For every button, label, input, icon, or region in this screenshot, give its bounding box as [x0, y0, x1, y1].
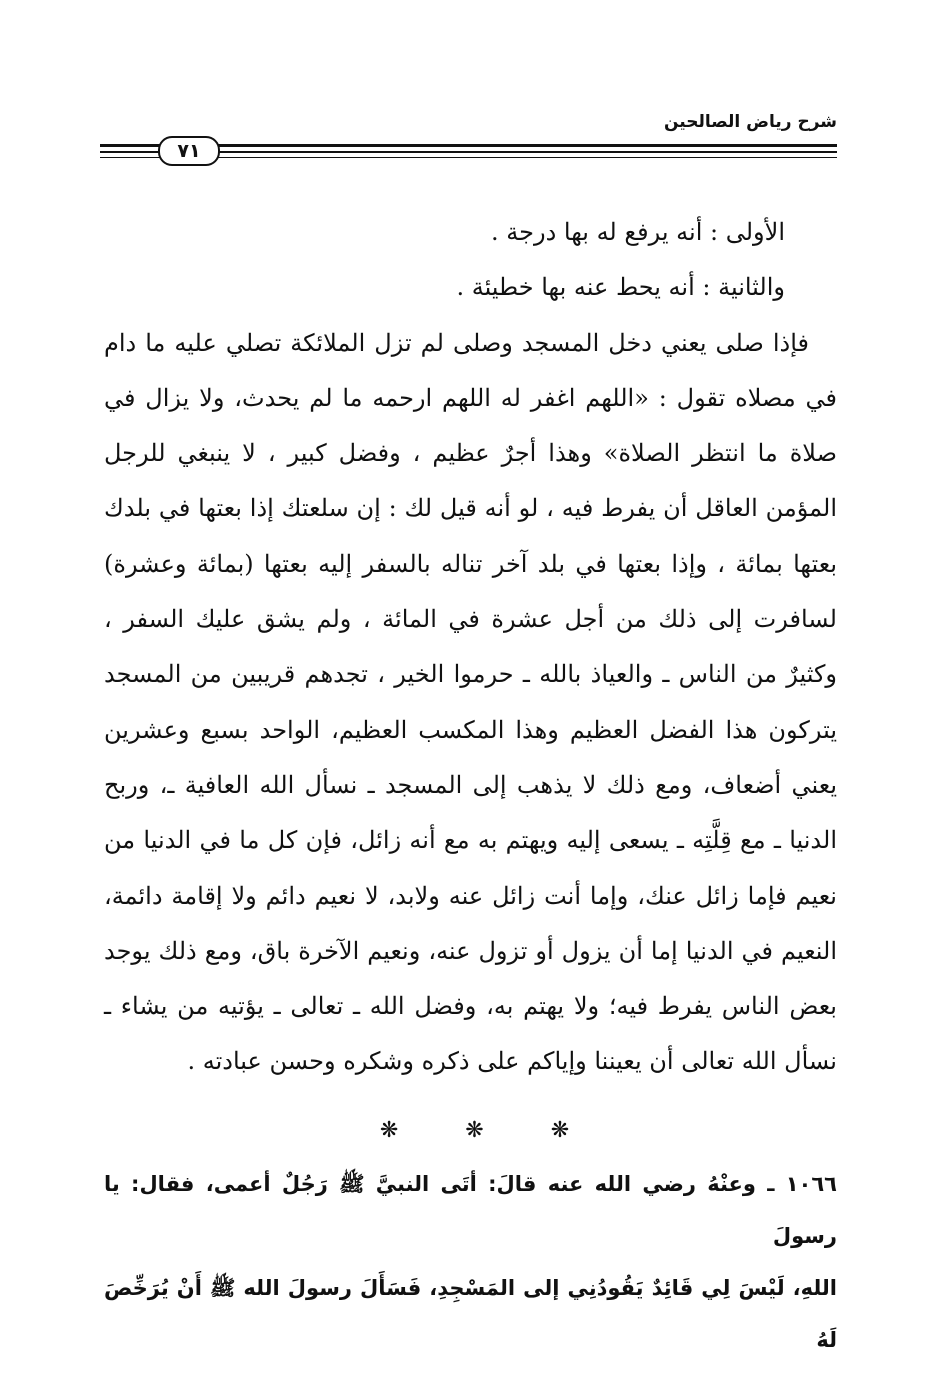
hadith-line: اللهِ، لَيْسَ لِي قَائِدٌ يَقُودُنِي إلى المَسْجِدِ، فَسَأَلَ رسولَ الله ﷺ أَنْ يُرَخِّصَ لَهُ [104, 1276, 837, 1352]
asterism-icon: ❋ [550, 1118, 570, 1143]
page-number: ٧١ [158, 136, 220, 166]
hadith-text [104, 1158, 837, 1366]
point-second: والثانية : أنه يحط عنه بها خطيئة . [456, 273, 785, 302]
asterism-icon: ❋ [465, 1118, 484, 1143]
hadith-line: ١٠٦٦ ـ وعنْهُ رضي الله عنه قالَ: أتَى النبيَّ ﷺ رَجُلٌ أعمى، فقال: يا رسولَ [104, 1172, 837, 1248]
point-first: الأولى : أنه يرفع له بها درجة . [491, 218, 785, 246]
commentary-paragraph: فإذا صلى يعني دخل المسجد وصلى لم تزل الملائكة تصلي عليه ما دام في مصلاه تقول : «اللهم اغفر له اللهم ارحمه ما لم يحدث، ولا يزال في صلاة ما انتظر الصلاة» وهذا أجرٌ عظيم ، وفضل كبير ، لا ينبغي للرجل المؤمن العاقل أن يفرط فيه ، لو أنه قيل لك : إن سلعتك إذا بعتها في بلدك بعتها بمائة ، وإذا بعتها في بلد آخر تناله بالسفر إليه بعتها (بمائة وعشرة) لسافرت إلى ذلك من أجل عشرة في المائة ، ولم يشق عليك السفر ، وكثيرٌ من الناس ـ والعياذ بالله ـ حرموا الخير ، تجدهم قريبين من المسجد يتركون هذا الفضل العظيم وهذا المكسب العظيم، الواحد بسبع وعشرين يعني أضعاف، ومع ذلك لا يذهب إلى المسجد ـ نسأل الله العافية ـ، وربح الدنيا ـ مع قِلَّتِه ـ يسعى إليه ويهتم به مع أنه زائل، فإن كل ما في الدنيا من نعيم فإما زائل عنك، وإما أنت زائل عنه ولابد، لا نعيم دائم ولا إقامة دائمة، النعيم في الدنيا إما أن يزول أو تزول عنه، ونعيم الآخرة باق، ومع ذلك يوجد بعض الناس يفرط فيه؛ ولا يهتم به، وفضل الله ـ تعالى ـ يؤتيه من يشاء ـ نسأل الله تعالى أن يعيننا وإياكم على ذكره وشكره وحسن عبادته . [104, 328, 838, 1076]
section-separator [0, 1118, 949, 1143]
body-text [104, 205, 837, 1090]
book-title: شرح رياض الصالحين [663, 112, 837, 132]
asterism-icon: ❋ [379, 1118, 399, 1143]
page-header [100, 112, 837, 162]
